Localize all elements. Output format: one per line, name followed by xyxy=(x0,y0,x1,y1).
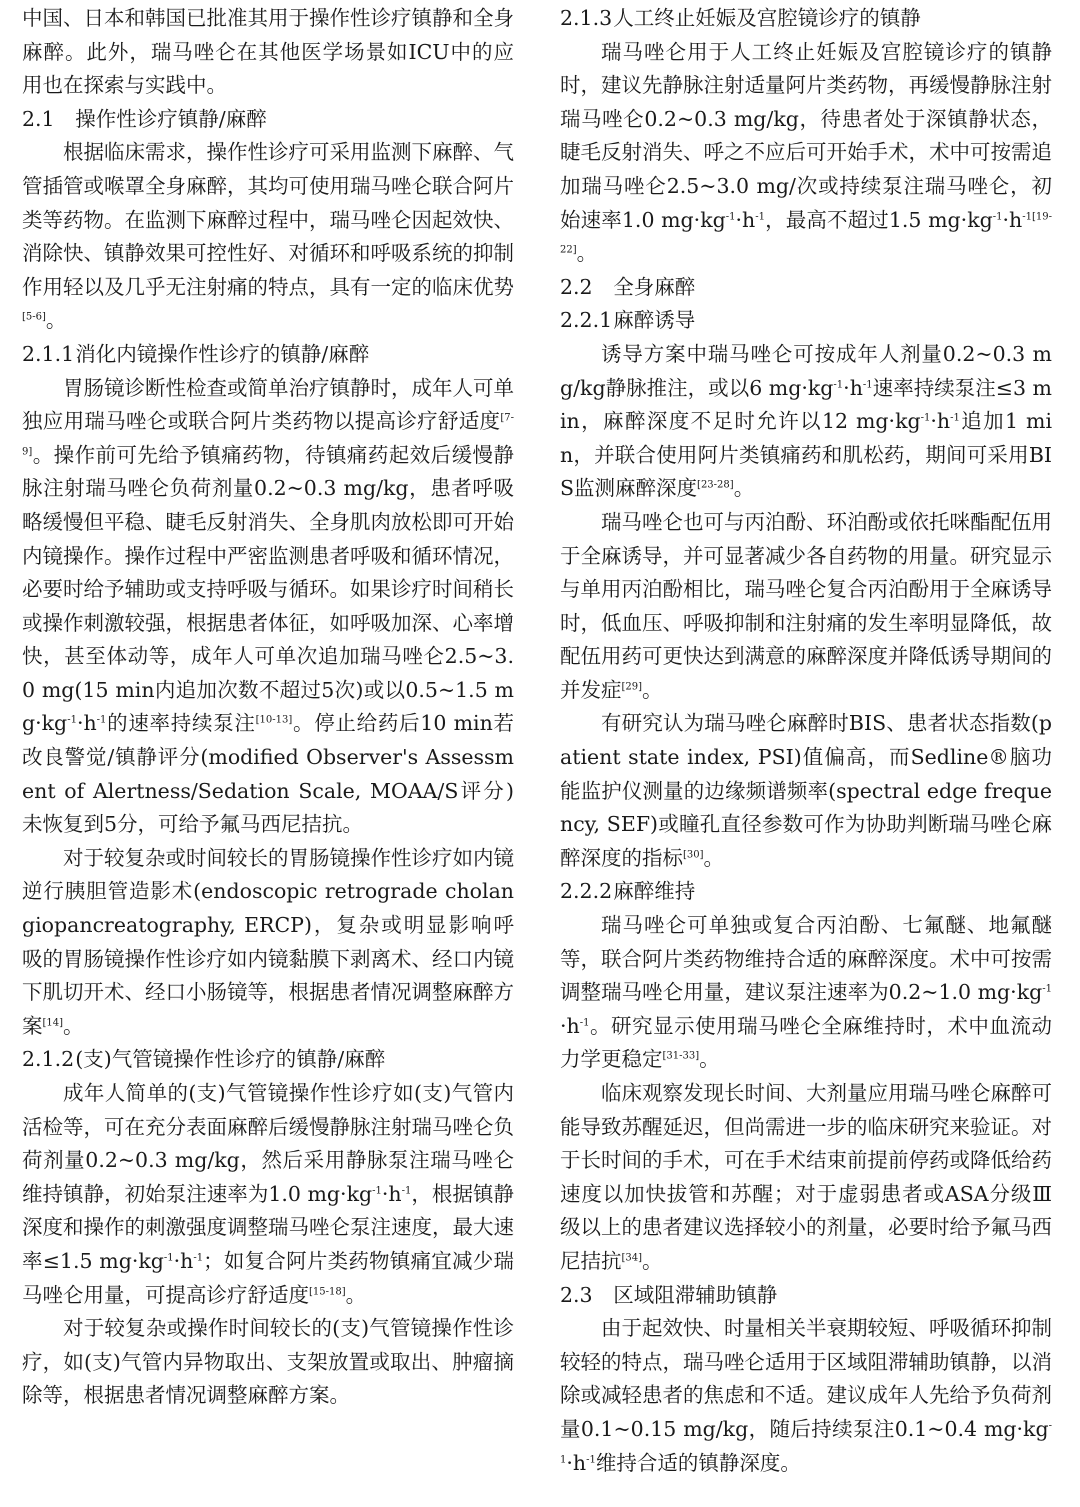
right-column xyxy=(560,2,1052,1480)
section-heading-2-2-2 xyxy=(560,875,1052,909)
paragraph-2-2-2-b: 临床观察发现长时间、大剂量应用瑞马唑仑麻醉可能导致苏醒延迟，但尚需进一步的临床研究来验证。对于长时间的手术，可在手术结束前提前停药或降低给药速度以加快拔管和苏醒；对于虚弱患者或ASA分级Ⅲ级以上的患者建议选择较小的剂量，必要时给予氟马西尼拮抗[34]。 xyxy=(560,1081,1052,1273)
section-number: 2.2.2 xyxy=(560,879,613,904)
section-title: 区域阻滞辅助镇静 xyxy=(613,1282,778,1307)
section-number: 2.1.3 xyxy=(560,6,613,30)
left-column xyxy=(22,2,514,1413)
paragraph-2-1-3: 瑞马唑仑用于人工终止妊娠及宫腔镜诊疗的镇静时，建议先静脉注射适量阿片类药物，再缓慢静脉注射瑞马唑仑0.2~0.3 mg/kg，待患者处于深镇静状态，睫毛反射消失、呼之不应后可开始手术，术中可按需追加瑞马唑仑2.5~3.0 mg/次或持续泵注瑞马唑仑，初始速率1.0 $mg\cdot kg^{-1}\cdot h^{-1}$，最高不超过1.5 $mg\cdot kg^{-1}\cdot h^{-1[19-22]}$。 xyxy=(560,39,1052,266)
paragraph-2-1-2-a: 成年人简单的(支)气管镜操作性诊疗如(支)气管内活检等，可在充分表面麻醉后缓慢静脉注射瑞马唑仑负荷剂量0.2~0.3 mg/kg，然后采用静脉泵注瑞马唑仑维持镇静，初始泵注速率为1.0 $mg\cdot kg^{-1}\cdot h^{-1}$，根据镇静深度和操作的刺激强度调整瑞马唑仑泵注速度，最大速率≤1.5 $mg\cdot kg^{-1}\cdot h^{-1}$；如复合阿片类药物镇痛宜减少瑞马唑仑用量，可提高诊疗舒适度[15-18]。 xyxy=(22,1081,515,1307)
paragraph-2-1-1-a: 胃肠镜诊断性检查或简单治疗镇静时，成年人可单独应用瑞马唑仑或联合阿片类药物以提高诊疗舒适度[7-9]。操作前可先给予镇痛药物，待镇痛药起效后缓慢静脉注射瑞马唑仑负荷剂量0.2~0.3 mg/kg，患者呼吸略缓慢但平稳、睫毛反射消失、全身肌肉放松即可开始内镜操作。操作过程中严密监测患者呼吸和循环情况，必要时给予辅助或支持呼吸与循环。如果诊疗时间稍长或操作刺激较强，根据患者体征，如呼吸加深、心率增快，甚至体动等，成年人可单次追加瑞马唑仑2.5~3.0 mg(15 min内追加次数不超过5次)或以0.5~1.5 $mg\cdot kg^{-1}\cdot h^{-1}$的速率持续泵注[10-13]。停止给药后10 min若改良警觉/镇静评分(modified Observer's Assessment of Alertness/Sedation Scale, MOAA/S评分)未恢复到5分，可给予氟马西尼拮抗。 xyxy=(22,375,515,837)
paragraph-2-1-2-b: 对于较复杂或操作时间较长的(支)气管镜操作性诊疗，如(支)气管内异物取出、支架放置或取出、肿瘤摘除等，根据患者情况调整麻醉方案。 xyxy=(22,1316,514,1408)
citation: [34] xyxy=(621,1252,643,1264)
section-title: 消化内镜操作性诊疗的镇静/麻醉 xyxy=(75,341,370,366)
citation: [30] xyxy=(683,849,704,861)
section-number: 2.3 xyxy=(560,1282,593,1307)
section-title: 全身麻醉 xyxy=(613,274,696,299)
paragraph-2-3: 由于起效快、时量相关半衰期较短、呼吸循环抑制较轻的特点，瑞马唑仑适用于区域阻滞辅助镇静，以消除或减轻患者的焦虑和不适。建议成年人先给予负荷剂量0.1~0.15 mg/kg，随后持续泵注0.1~0.4 $mg\cdot kg^{-1}\cdot h^{-1}$维持合适的镇静深度。 xyxy=(560,1316,1052,1475)
section-number: 2.1 xyxy=(22,106,55,131)
paragraph-2-1: 根据临床需求，操作性诊疗可采用监测下麻醉、气管插管或喉罩全身麻醉，其均可使用瑞马唑仑联合阿片类等药物。在监测下麻醉过程中，瑞马唑仑因起效快、消除快、镇静效果可控性好、对循环和呼吸系统的抑制作用轻以及几乎无注射痛的特点，具有一定的临床优势[5-6]。 xyxy=(22,140,514,333)
section-number: 2.2 xyxy=(560,274,593,299)
paragraph-2-2-1-a: 诱导方案中瑞马唑仑可按成年人剂量0.2~0.3 mg/kg静脉推注，或以6 $mg\cdot kg^{-1}\cdot h^{-1}$速率持续泵注≤3 min，麻醉深度不足时允许以12 $mg\cdot kg^{-1}\cdot h^{-1}$追加1 min，并联合使用阿片类镇痛药和肌松药，期间可采用BIS监测麻醉深度[23-28]。 xyxy=(560,341,1052,501)
paragraph-2-2-1-c: 有研究认为瑞马唑仑麻醉时BIS、患者状态指数(patient state index, PSI)值偏高，而Sedline®脑功能监护仪测量的边缘频谱频率(spectral edge frequency, SEF)或瞳孔直径参数可作为协助判断瑞马唑仑麻醉深度的指标[30]。 xyxy=(560,711,1052,870)
citation: [10-13] xyxy=(255,714,293,726)
section-number: 2.1.1 xyxy=(22,341,75,366)
section-title: (支)气管镜操作性诊疗的镇静/麻醉 xyxy=(75,1047,386,1072)
section-number: 2.2.1 xyxy=(560,308,613,333)
citation: [23-28] xyxy=(697,479,734,491)
section-title: 操作性诊疗镇静/麻醉 xyxy=(75,106,267,131)
citation: [5-6] xyxy=(22,311,46,323)
section-title: 麻醉诱导 xyxy=(613,308,696,333)
section-title: 人工终止妊娠及宫腔镜诊疗的镇静 xyxy=(613,6,921,30)
paragraph-2-1-1-b: 对于较复杂或时间较长的胃肠镜操作性诊疗如内镜逆行胰胆管造影术(endoscopic retrograde cholangiopancreatography, ERCP)，复杂或明显影响呼吸的胃肠镜操作性诊疗如内镜黏膜下剥离术、经口内镜下肌切开术、经口小肠镜等，根据患者情况调整麻醉方案[14]。 xyxy=(22,845,514,1038)
section-heading-2-1-3 xyxy=(560,2,1052,36)
intro-paragraph: 中国、日本和韩国已批准其用于操作性诊疗镇静和全身麻醉。此外，瑞马唑仑在其他医学场景如ICU中的应用也在探索与实践中。 xyxy=(22,6,514,98)
citation: [29] xyxy=(621,681,643,693)
section-heading-2-1-2 xyxy=(22,1043,514,1077)
citation: [31-33] xyxy=(662,1050,700,1062)
citation: [15-18] xyxy=(309,1286,346,1298)
section-heading-2-1-1 xyxy=(22,338,514,372)
citation: [7-9] xyxy=(22,412,514,458)
citation: [14] xyxy=(42,1017,64,1029)
section-heading-2-1 xyxy=(22,103,514,137)
citation: [19-22] xyxy=(560,211,1052,256)
section-heading-2-3 xyxy=(560,1279,1052,1313)
section-heading-2-2-1 xyxy=(560,304,1052,338)
paragraph-2-2-1-b: 瑞马唑仑也可与丙泊酚、环泊酚或依托咪酯配伍用于全麻诱导，并可显著减少各自药物的用量。研究显示与单用丙泊酚相比，瑞马唑仑复合丙泊酚用于全麻诱导时，低血压、呼吸抑制和注射痛的发生率明显降低，故配伍用药可更快达到满意的麻醉深度并降低诱导期间的并发症[29]。 xyxy=(560,509,1052,702)
section-number: 2.1.2 xyxy=(22,1047,75,1072)
paragraph-2-2-2-a: 瑞马唑仑可单独或复合丙泊酚、七氟醚、地氟醚等，联合阿片类药物维持合适的麻醉深度。术中可按需调整瑞马唑仑用量，建议泵注速率为0.2~1.0 $mg\cdot kg^{-1}\cdot h^{-1}$。研究显示使用瑞马唑仑全麻维持时，术中血流动力学更稳定[31-33]。 xyxy=(560,913,1052,1072)
section-heading-2-2 xyxy=(560,271,1052,305)
section-title: 麻醉维持 xyxy=(613,879,696,904)
